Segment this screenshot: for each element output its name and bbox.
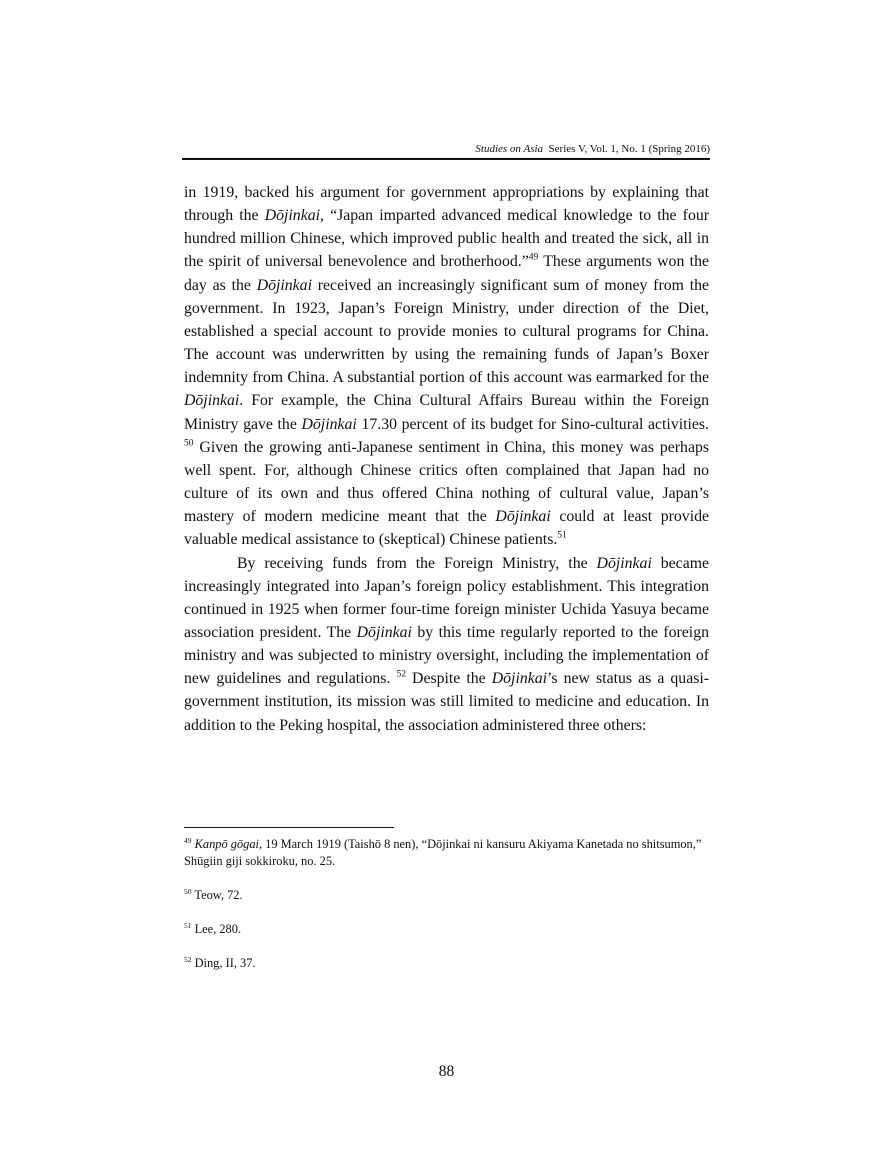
text-run: Ding, II, 37. bbox=[191, 956, 256, 970]
footnote-ref: 52 bbox=[184, 954, 192, 964]
footnote bbox=[184, 955, 709, 972]
text-run: ’s new status as a quasi-government institution, its mission was still limited to medicine and education. In addition to the Peking hospital, the association administered three others: bbox=[184, 670, 710, 734]
text-run: , “Japan imparted advanced medical knowledge to the four hundred million Chinese, which improved public health and treated the sick, all in the spirit of universal benevolence and brotherhood.” bbox=[184, 207, 709, 271]
journal-title: Studies on Asia bbox=[475, 143, 544, 155]
footnote bbox=[184, 887, 709, 904]
italic-term: Dōjinkai bbox=[184, 392, 240, 410]
body-paragraph bbox=[184, 181, 709, 552]
italic-term: Dōjinkai bbox=[264, 207, 321, 225]
italic-term: Dōjinkai bbox=[596, 554, 652, 572]
footnote-ref: 50 bbox=[184, 438, 194, 449]
body-paragraph bbox=[184, 552, 709, 737]
text-run: Given the growing anti-Japanese sentiment in China, this money was perhaps well spent. For, although Chinese critics often complained that Japan had no culture of its own and thus offered China nothing of cultural value, Japan’s mastery of modern medicine meant that the bbox=[184, 438, 709, 526]
text-run: by this time regularly reported to the foreign ministry and was subjected to ministry oversight, including the implementation of new guidelines and regulations. bbox=[184, 623, 709, 688]
italic-term: Dōjinkai bbox=[495, 508, 551, 526]
footnote-ref: 51 bbox=[557, 531, 567, 542]
text-run: became increasingly integrated into Japan’s foreign policy establishment. This integration continued in 1925 when former four-time foreign minister Uchida Yasuya became association president. The bbox=[184, 554, 710, 641]
footnote-ref: 51 bbox=[184, 920, 192, 930]
running-header bbox=[182, 142, 710, 156]
italic-term: Dōjinkai bbox=[301, 415, 357, 433]
footnote-ref: 49 bbox=[528, 253, 539, 264]
italic-term: Kanpō gōgai bbox=[194, 837, 259, 851]
journal-series: Series V, Vol. 1, No. 1 (Spring 2016) bbox=[548, 143, 710, 155]
text-run: , 19 March 1919 (Taishō 8 nen), “Dōjinkai ni kansuru Akiyama Kanetada no shitsumon,” Shūgiin giji sokkiroku, no. 25. bbox=[184, 837, 702, 868]
footnote-rule bbox=[184, 827, 394, 828]
italic-term: Dōjinkai bbox=[491, 670, 548, 688]
text-run: Despite the bbox=[405, 670, 492, 688]
footnote-ref: 50 bbox=[184, 886, 192, 896]
body-text bbox=[184, 181, 709, 737]
page-number: 88 bbox=[438, 1063, 455, 1080]
footnote bbox=[184, 921, 709, 938]
italic-term: Dōjinkai bbox=[356, 623, 412, 641]
italic-term: Dōjinkai bbox=[256, 276, 312, 294]
text-run: These arguments won the day as the bbox=[184, 253, 709, 294]
footnote bbox=[184, 836, 709, 870]
text-run: 17.30 percent of its budget for Sino-cultural activities. bbox=[356, 415, 709, 433]
text-run: By receiving funds from the Foreign Ministry, the bbox=[237, 554, 597, 572]
text-run: . For example, the China Cultural Affairs Bureau within the Foreign Ministry gave the bbox=[184, 392, 709, 433]
footnotes bbox=[184, 836, 709, 989]
text-run: Lee, 280. bbox=[191, 922, 242, 936]
footnote-ref: 52 bbox=[396, 670, 406, 681]
footnote-ref: 49 bbox=[184, 835, 192, 845]
text-run: received an increasingly significant sum of money from the government. In 1923, Japan’s Foreign Ministry, under direction of the Diet, established a special account to provide monies to cultural programs for China. The account was underwritten by using the remaining funds of Japan’s Boxer indemnity from China. A substantial portion of this account was earmarked for the bbox=[184, 276, 709, 387]
text-run: could at least provide valuable medical assistance to (skeptical) Chinese patients. bbox=[184, 508, 709, 549]
text-run: in 1919, backed his argument for government appropriations by explaining that through the bbox=[184, 184, 709, 225]
header-rule bbox=[182, 158, 710, 160]
text-run: Teow, 72. bbox=[191, 888, 243, 902]
